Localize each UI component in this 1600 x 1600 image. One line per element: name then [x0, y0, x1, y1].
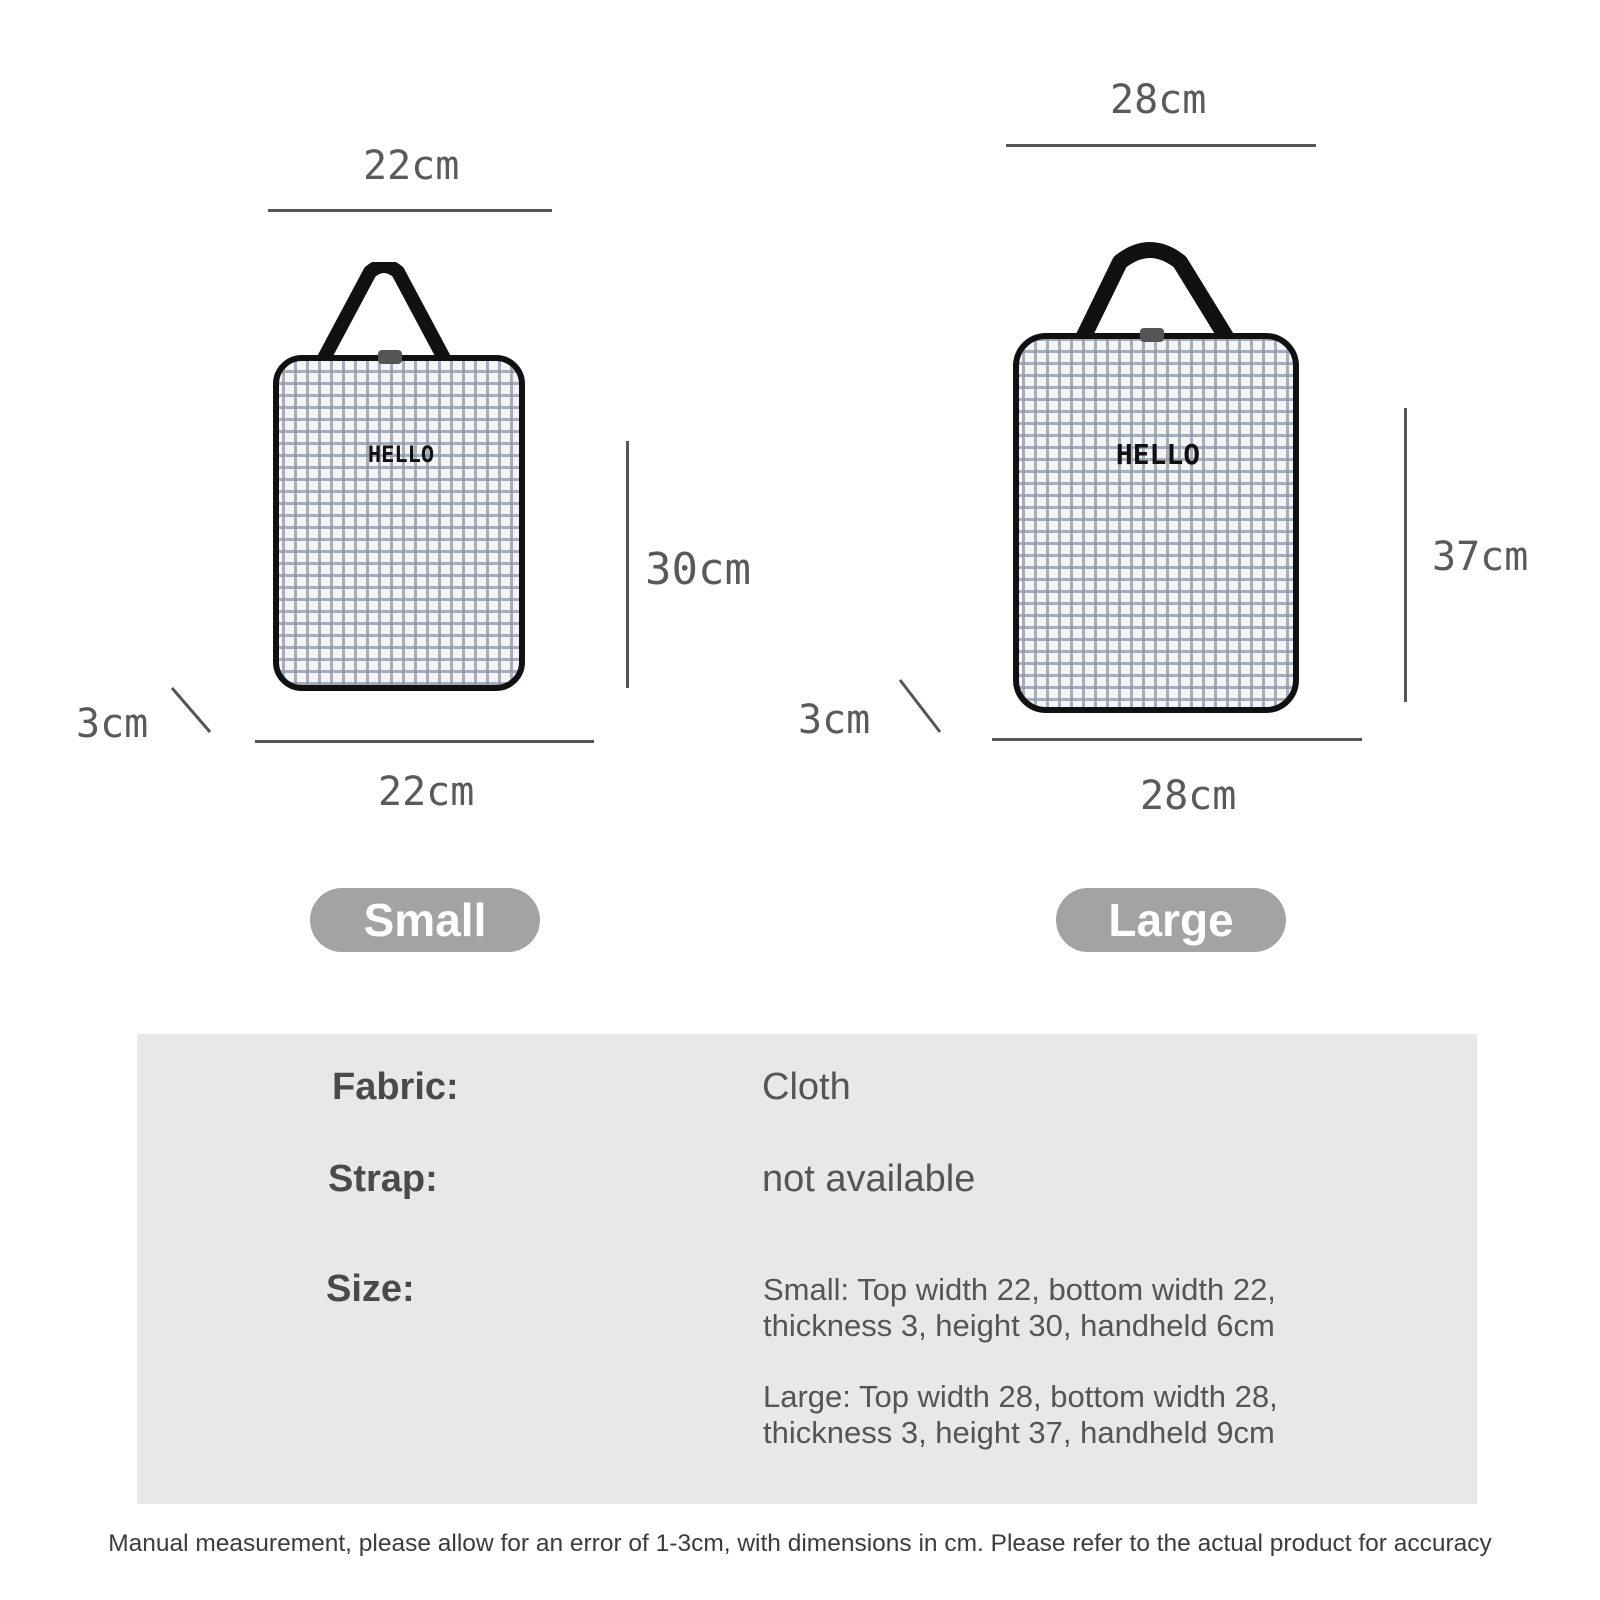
large-thickness-label: 3cm [798, 697, 871, 743]
small-bottom-width-label: 22cm [378, 769, 475, 815]
small-height-label: 30cm [645, 544, 751, 595]
strap-value: not available [762, 1158, 976, 1200]
footnote: Manual measurement, please allow for an error of 1-3cm, with dimensions in cm. Please refer to the actual product for accuracy [108, 1530, 1492, 1557]
small-size-badge: Small [310, 888, 540, 952]
small-top-width-label: 22cm [363, 143, 460, 189]
large-height-line [1404, 408, 1407, 702]
size-small-value: Small: Top width 22, bottom width 22, thickness 3, height 30, handheld 6cm [763, 1272, 1276, 1343]
large-bottom-width-label: 28cm [1140, 773, 1237, 819]
large-bottom-width-line [992, 738, 1362, 741]
fabric-value: Cloth [762, 1066, 851, 1108]
small-bag-body [276, 358, 522, 688]
large-size-badge: Large [1056, 888, 1286, 952]
small-bottom-width-line [255, 740, 594, 743]
large-bag-handle [1082, 250, 1228, 340]
large-bag-body [1016, 336, 1296, 710]
small-thickness-line [168, 684, 218, 738]
small-height-line [626, 441, 629, 688]
large-bag-image [1010, 242, 1306, 720]
spec-panel [137, 1034, 1477, 1504]
size-large-value: Large: Top width 28, bottom width 28, thickness 3, height 37, handheld 9cm [763, 1379, 1278, 1450]
small-top-width-line [268, 209, 552, 212]
large-height-label: 37cm [1432, 534, 1529, 580]
large-bag-hello-text: HELLO [1115, 438, 1201, 471]
small-bag-image [270, 262, 530, 702]
small-thickness-label: 3cm [76, 701, 149, 747]
large-top-width-line [1006, 144, 1316, 147]
size-label: Size: [326, 1268, 415, 1310]
small-bag-handle [322, 266, 446, 362]
large-top-width-label: 28cm [1110, 77, 1207, 123]
fabric-label: Fabric: [332, 1066, 459, 1108]
large-thickness-line [896, 676, 946, 736]
small-bag-hello-text: HELLO [367, 443, 435, 468]
strap-label: Strap: [328, 1158, 438, 1200]
